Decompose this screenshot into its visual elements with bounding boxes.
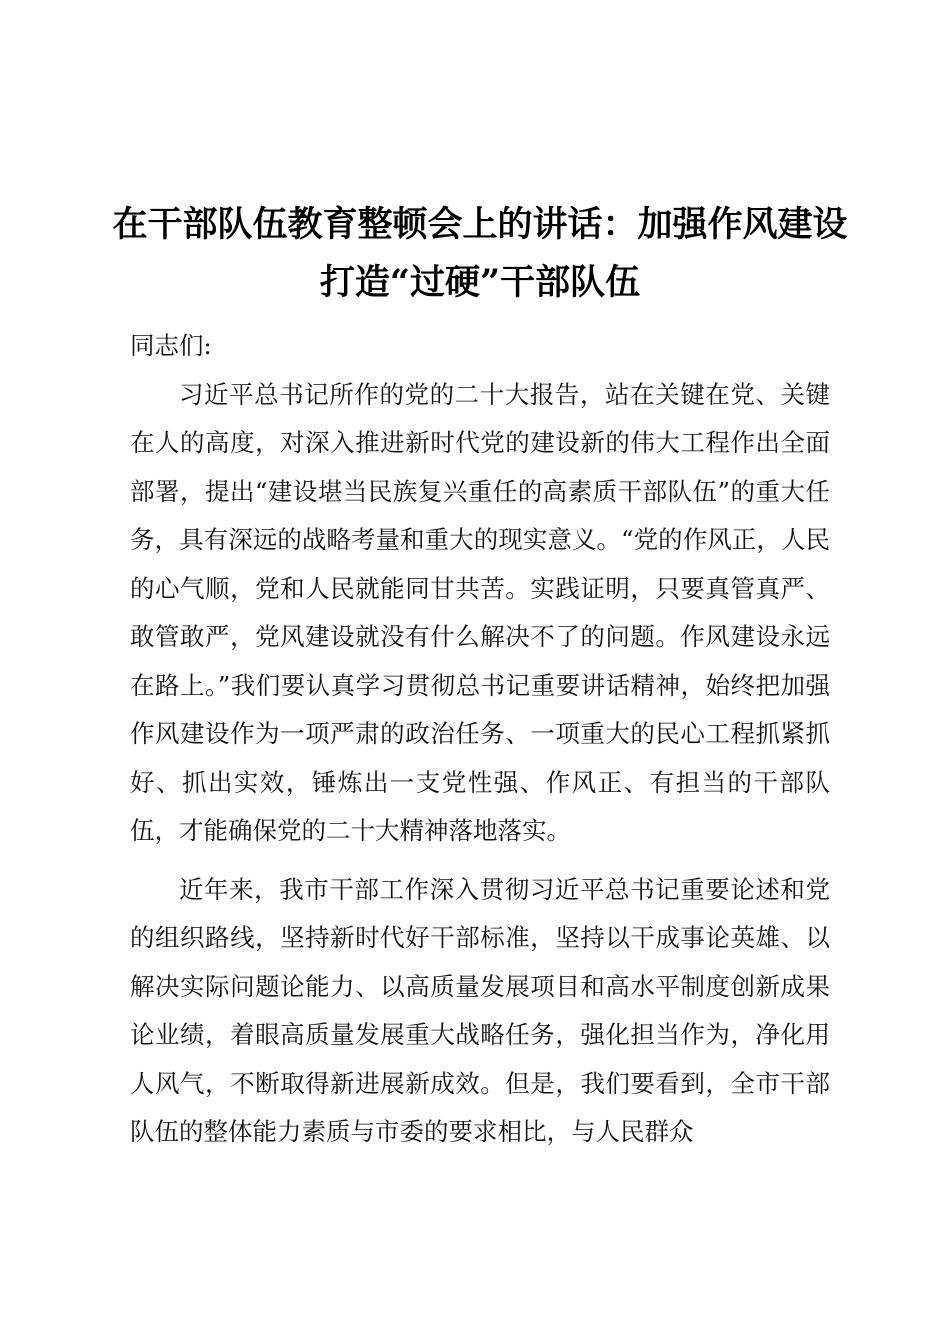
document-body: [130, 322, 830, 1157]
salutation: 同志们:: [130, 331, 212, 360]
document-title: 在干部队伍教育整顿会上的讲话：加强作风建设打造“过硬”干部队伍: [112, 204, 848, 303]
paragraph: 习近平总书记所作的党的二十大报告，站在关键在党、关键在人的高度，对深入推进新时代党的建设新的伟大工程作出全面部署，提出“建设堪当民族复兴重任的高素质干部队伍”的重大任务，具有深远的战略考量和重大的现实意义。“党的作风正，人民的心气顺，党和人民就能同甘共苦。实践证明，只要真管真严、敢管敢严，党风建设就没有什么解决不了的问题。作风建设永远在路上。”我们要认真学习贯彻总书记重要讲话精神，始终把加强作风建设作为一项严肃的政治任务、一项重大的民心工程抓紧抓好、抓出实效，锤炼出一支党性强、作风正、有担当的干部队伍，才能确保党的二十大精神落地落实。: [130, 379, 830, 845]
paragraph: 近年来，我市干部工作深入贯彻习近平总书记重要论述和党的组织路线，坚持新时代好干部标准，坚持以干成事论英雄、以解决实际问题论能力、以高质量发展项目和高水平制度创新成果论业绩，着眼高质量发展重大战略任务，强化担当作为，净化用人风气，不断取得新进展新成效。但是，我们要看到，全市干部队伍的整体能力素质与市委的要求相比，与人民群众: [130, 874, 830, 1146]
